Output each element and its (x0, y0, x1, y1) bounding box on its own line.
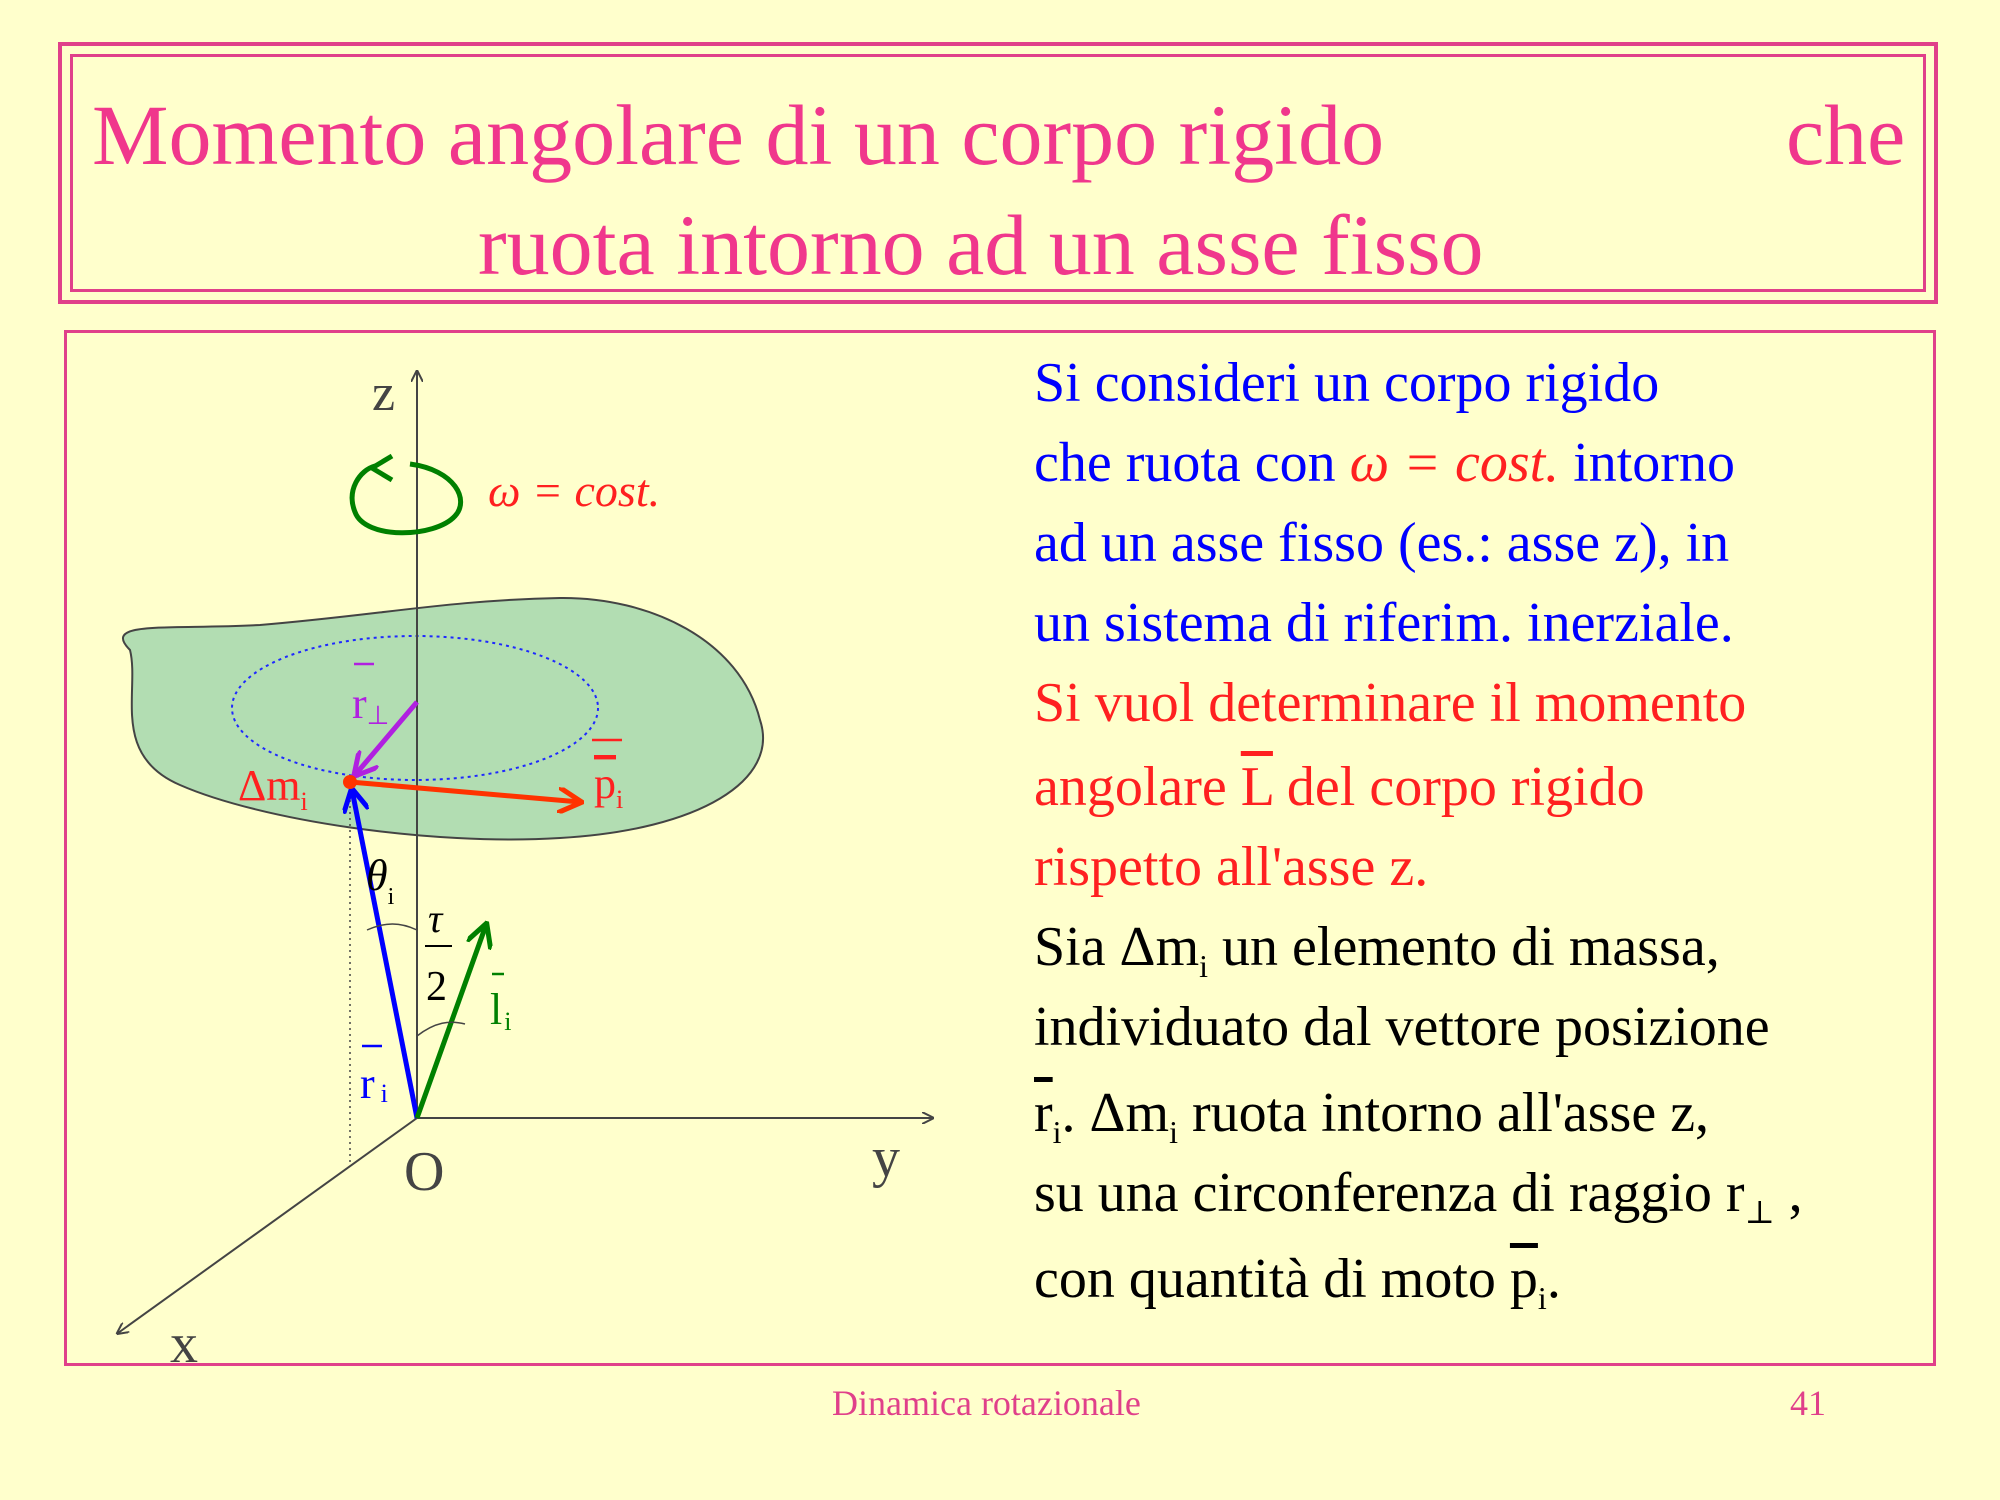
text-r-i-vector: $\overline{r}$ (1034, 1082, 1053, 1144)
theta-label-sub: i (387, 884, 395, 910)
p-i-label-main: p (594, 759, 616, 808)
text-p3-line1-a: Sia Δm (1034, 916, 1200, 978)
text-p3-line3-b: ruota intorno all'asse z, (1178, 1082, 1710, 1144)
text-p1-line2-a: che ruota con (1034, 432, 1350, 494)
l-i-label-main: l (490, 985, 503, 1034)
z-axis-label: z (372, 365, 396, 422)
text-p3-line5-a: con quantità di moto (1034, 1248, 1510, 1310)
text-L-vector: $\overline{L}$ (1240, 756, 1273, 818)
footer-title: Dinamica rotazionale (832, 1383, 1141, 1423)
text-p2-line1: Si vuol determinare il momento (1034, 672, 1747, 734)
text-p-i-vector: $\overline{p}$ (1509, 1248, 1538, 1310)
text-p3-line5 (1034, 1239, 1934, 1319)
y-axis-label: y (872, 1127, 900, 1189)
l-i-label (490, 985, 511, 1036)
text-p3-line3-a: . Δm (1061, 1082, 1170, 1144)
text-p1-line4: un sistema di riferim. inerziale. (1034, 592, 1734, 654)
text-p3-line2: individuato dal vettore posizione (1034, 996, 1770, 1058)
dm-label (238, 761, 308, 816)
r-i-label-sub: i (380, 1079, 388, 1108)
text-p3-line4-b: , (1774, 1162, 1803, 1224)
explanation-text (1034, 343, 1934, 1319)
text-p1-line1: Si consideri un corpo rigido (1034, 352, 1660, 414)
rigid-body-diagram (0, 0, 1000, 1400)
rigid-body-surface (123, 598, 763, 839)
r-perp-label-main: r (352, 679, 367, 728)
text-p3-line3 (1034, 1073, 1934, 1153)
page-number: 41 (1790, 1383, 1826, 1423)
text-p3-line4-a: su una circonferenza di raggio r (1034, 1162, 1745, 1224)
text-omega-inline: ω = cost. (1349, 432, 1560, 494)
text-p3-line4 (1034, 1153, 1934, 1233)
title-line1-right: che (1786, 87, 1906, 183)
rotation-arrow-icon (352, 464, 460, 533)
text-p2-line2-b: del corpo rigido (1272, 756, 1645, 818)
p-i-label-sub: i (616, 785, 624, 814)
text-p1-line2 (1034, 423, 1934, 503)
text-p3-line1-b: un elemento di massa, (1208, 916, 1720, 978)
text-p3-line4-sub: ⊥ (1744, 1194, 1775, 1230)
text-p3-line1 (1034, 907, 1934, 987)
dm-label-sub: i (300, 787, 308, 816)
text-p-i-sub: i (1537, 1280, 1547, 1316)
text-p2-line2-a: angolare (1034, 756, 1241, 818)
x-axis (118, 1118, 417, 1333)
omega-label: ω = cost. (488, 465, 661, 516)
text-p3-line1-sub: i (1199, 948, 1209, 984)
text-p3-line5-b: . (1546, 1248, 1561, 1310)
rotation-arrowhead (372, 456, 392, 480)
tau-arc (417, 1022, 465, 1036)
text-p2-line2 (1034, 747, 1934, 827)
dm-label-main: Δm (238, 761, 301, 810)
text-p1-line3: ad un asse fisso (es.: asse z), in (1034, 512, 1730, 574)
text-r-i-sub: i (1052, 1114, 1062, 1150)
theta-label (366, 851, 395, 910)
tau-numerator: τ (428, 896, 443, 941)
mass-element-point (343, 775, 357, 789)
x-axis-label: x (170, 1313, 198, 1375)
r-i-label-main: r (360, 1059, 375, 1108)
origin-label: O (404, 1141, 445, 1203)
title-line1-left: Momento angolare di un corpo rigido (92, 87, 1385, 183)
text-p3-line3-sub: i (1169, 1114, 1179, 1150)
l-i-label-sub: i (504, 1007, 512, 1036)
text-p1-line2-b: intorno (1559, 432, 1735, 494)
theta-label-main: θ (366, 851, 388, 900)
text-p2-line3: rispetto all'asse z. (1034, 836, 1429, 898)
title-line2: ruota intorno ad un asse fisso (478, 197, 1484, 293)
r-i-label (360, 1059, 388, 1108)
tau-denominator: 2 (426, 964, 447, 1010)
r-perp-label-sub: ⊥ (366, 701, 390, 730)
theta-arc (367, 924, 417, 930)
l-i-vector (417, 925, 486, 1118)
